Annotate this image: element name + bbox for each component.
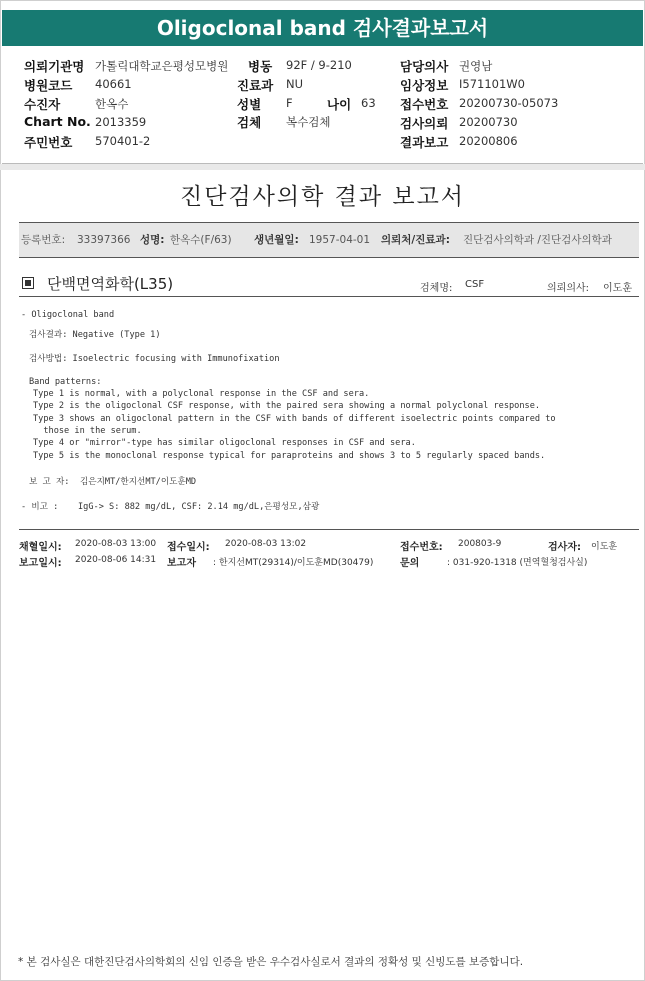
band-pattern-line: Type 3 shows an oligoclonal pattern in the CSF with bands of different isoelectric points compared to — [33, 414, 556, 424]
dept-label: 진료과 — [237, 78, 274, 93]
report-date-value: 20200806 — [459, 134, 518, 148]
specimen-name-label: 검체명: — [420, 283, 453, 294]
clinical-label: 임상정보 — [400, 78, 449, 93]
request-label: 검사의뢰 — [400, 116, 449, 131]
band-pattern-line: Type 2 is the oligoclonal CSF response, with the paired sera showing a normal polyclonal response. — [33, 401, 541, 411]
test-result: 검사결과: Negative (Type 1) — [29, 330, 161, 340]
receive-value: 2020-08-03 13:02 — [225, 539, 307, 549]
divider — [19, 529, 639, 530]
reporter-bottom-value: : 한지선MT(29314)/이도훈MD(30479) — [213, 558, 374, 568]
sex-label: 성별 — [237, 97, 262, 112]
inspector-label: 검사자: — [548, 542, 581, 553]
section-title: 단백면역화학(L35) — [47, 275, 174, 293]
code-value: 40661 — [95, 77, 132, 91]
name-value: 한옥수(F/63) — [170, 234, 232, 246]
test-item: - Oligoclonal band — [21, 310, 115, 320]
report-date-label: 결과보고 — [400, 135, 449, 150]
band-pattern-line: those in the serum. — [33, 426, 142, 436]
doctor-value: 권영남 — [459, 59, 493, 73]
receipt-no-value: 200803-9 — [458, 539, 502, 549]
contact-value: : 031-920-1318 (면역혈청검사실) — [447, 558, 588, 568]
note-label: - 비고 : — [21, 502, 59, 512]
divider-band — [0, 164, 645, 170]
receipt-label: 접수번호 — [400, 97, 449, 112]
code-label: 병원코드 — [24, 78, 73, 93]
reg-label: 등록번호: — [21, 234, 66, 246]
requesting-doctor-value: 이도훈 — [603, 283, 632, 294]
reporter-bottom-label: 보고자 — [167, 558, 196, 569]
patient-label: 수진자 — [24, 97, 61, 112]
dob-value: 1957-04-01 — [309, 234, 371, 246]
band-pattern-line: Type 5 is the monoclonal response typical for paraproteins and shows 3 to 5 regularly spaced bands. — [33, 451, 546, 461]
collect-value: 2020-08-03 13:00 — [75, 539, 157, 549]
requesting-doctor-label: 의뢰의사: — [547, 283, 590, 294]
reporter-value: 김은지MT/한지선MT/이도훈MD — [80, 477, 197, 487]
request-value: 20200730 — [459, 115, 518, 129]
reporter-label: 보 고 자: — [29, 477, 70, 487]
age-label: 나이 — [327, 97, 352, 112]
contact-label: 문의 — [400, 558, 420, 569]
dob-label: 생년월일: — [254, 234, 299, 246]
referral-dept-label: 의뢰처/진료과: — [381, 234, 450, 246]
specimen-value: 복수검체 — [286, 115, 331, 129]
patient-bar — [19, 222, 639, 258]
report-header: Oligoclonal band 검사결과보고서 — [2, 10, 643, 46]
chart-label: Chart No. — [24, 114, 91, 129]
dept-value: NU — [286, 77, 304, 91]
band-patterns-title: Band patterns: — [29, 377, 102, 387]
ward-value: 92F / 9-210 — [286, 58, 352, 72]
hospital-label: 의뢰기관명 — [24, 59, 85, 74]
id-value: 570401-2 — [95, 134, 151, 148]
doctor-label: 담당의사 — [400, 59, 449, 74]
hospital-value: 가톨릭대학교은평성모병원 — [95, 59, 229, 73]
sex-value: F — [286, 96, 293, 110]
square-bullet-icon — [22, 277, 34, 289]
report-time-label: 보고일시: — [19, 558, 62, 569]
section-header — [19, 274, 639, 297]
band-pattern-line: Type 4 or "mirror"-type has similar oligoclonal responses in CSF and sera. — [33, 438, 416, 448]
patient-value: 한옥수 — [95, 97, 129, 111]
name-label: 성명: — [140, 234, 165, 246]
receipt-no-label: 접수번호: — [400, 542, 443, 553]
report-time-value: 2020-08-06 14:31 — [75, 555, 157, 565]
test-method: 검사방법: Isoelectric focusing with Immunofixation — [29, 354, 280, 364]
reg-value: 33397366 — [77, 234, 131, 246]
age-value: 63 — [361, 96, 376, 110]
ward-label: 병동 — [248, 59, 273, 74]
specimen-label: 검체 — [237, 115, 262, 130]
specimen-name-value: CSF — [465, 279, 485, 290]
referral-dept-value: 진단검사의학과 /진단검사의학과 — [463, 234, 612, 246]
clinical-value: I571101W0 — [459, 77, 525, 91]
chart-value: 2013359 — [95, 115, 147, 129]
receive-label: 접수일시: — [167, 542, 210, 553]
note-value: IgG-> S: 882 mg/dL, CSF: 2.14 mg/dL,은평성모,삼광 — [78, 502, 320, 512]
receipt-value: 20200730-05073 — [459, 96, 559, 110]
report-title: 진단검사의학 결과 보고서 — [179, 184, 466, 210]
id-label: 주민번호 — [24, 135, 73, 150]
band-pattern-line: Type 1 is normal, with a polyclonal response in the CSF and sera. — [33, 389, 370, 399]
certification-note: * 본 검사실은 대한진단검사의학회의 신임 인증을 받은 우수검사실로서 결과의 정확성 및 신빙도를 보증합니다. — [18, 956, 524, 968]
collect-label: 채혈일시: — [19, 542, 62, 553]
inspector-value: 이도훈 — [591, 542, 618, 552]
